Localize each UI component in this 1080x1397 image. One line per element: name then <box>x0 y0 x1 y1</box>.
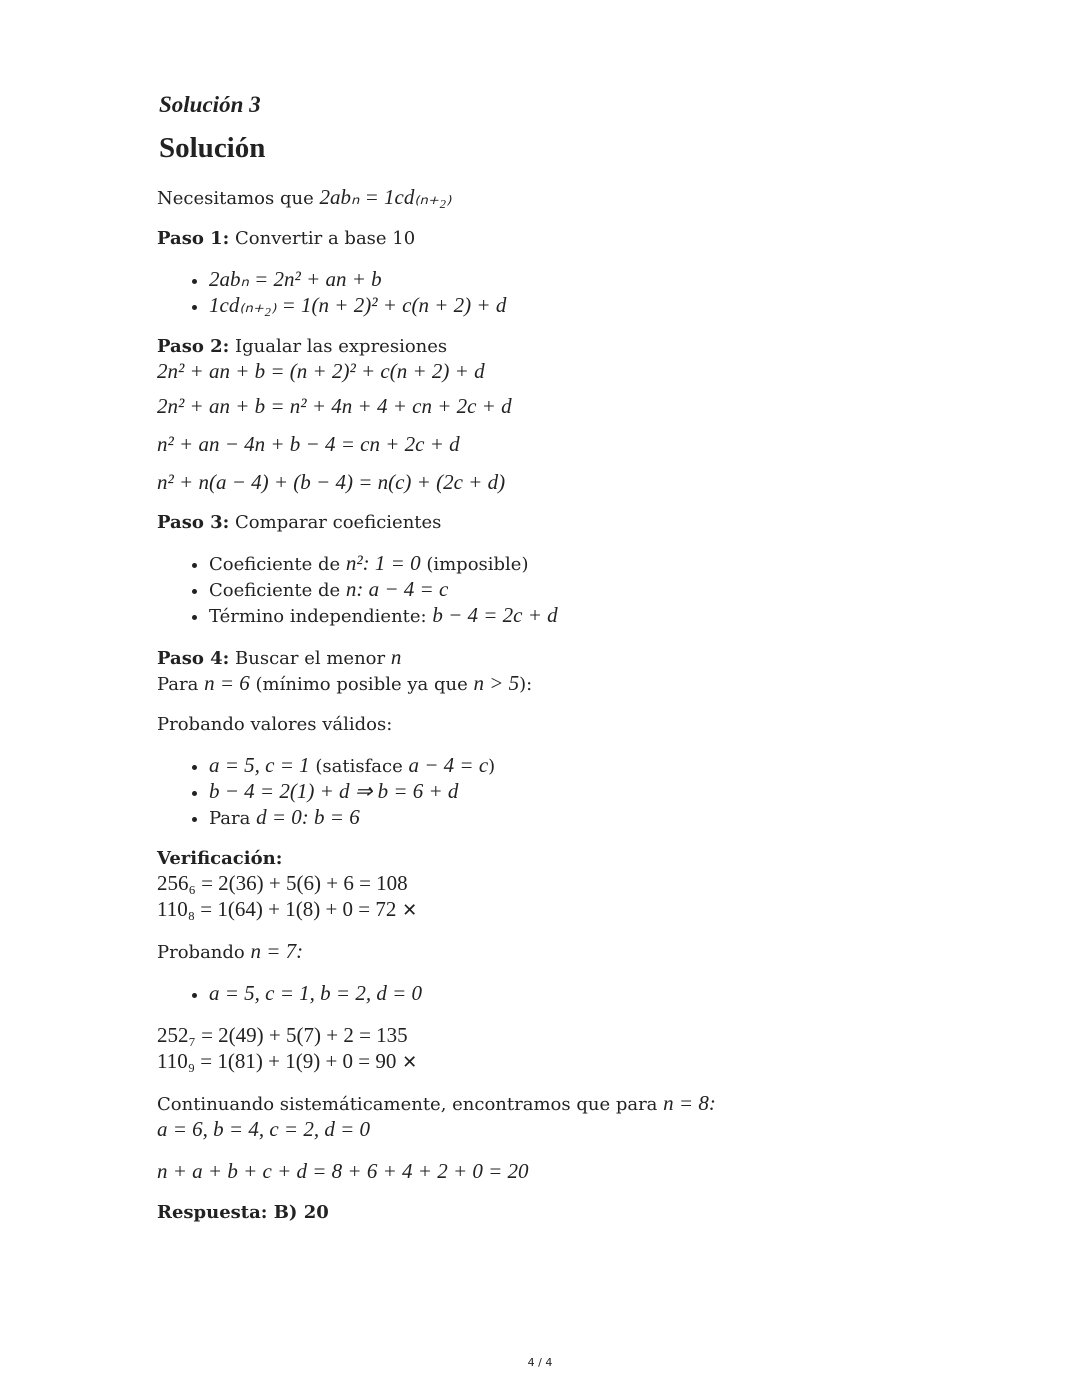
probando-list <box>157 753 1017 831</box>
n7-line-2: 110₉ = 1(81) + 1(9) + 0 = 90 <box>157 1049 397 1073</box>
step2-eq2: n² + an − 4n + b − 4 = cn + 2c + d <box>157 432 460 456</box>
step4-heading: Paso 4: Buscar el menor n Para n = 6 (mínimo posible ya que n > 5): <box>157 645 533 695</box>
verification-line-2: 110₈ = 1(64) + 1(8) + 0 = 72 <box>157 897 397 921</box>
list-item: • Coeficiente de n: a − 4 = c <box>209 577 1017 603</box>
step3-heading <box>157 511 1017 535</box>
page-number: 4 / 4 <box>527 1356 553 1369</box>
step1-label: Paso 1: <box>157 228 230 249</box>
n7-list <box>157 981 1017 1007</box>
step4-text: Buscar el menor <box>235 648 386 669</box>
verification-label: Verificación: <box>157 848 283 869</box>
list-item: • 2abₙ = 2n² + an + b <box>209 267 1017 293</box>
cross-icon: ✕ <box>402 900 418 921</box>
sum-line: n + a + b + c + d = 8 + 6 + 4 + 2 + 0 = 20 <box>157 1159 529 1183</box>
n7-verification <box>157 1023 1017 1075</box>
step3-list <box>157 551 1017 629</box>
probando-n7: Probando n = 7: <box>157 939 304 963</box>
step2-heading <box>157 335 1017 385</box>
page-title: Solución <box>159 132 266 164</box>
intro-text: Necesitamos que <box>157 188 314 209</box>
list-item: • Término independiente: b − 4 = 2c + d <box>209 603 1017 629</box>
step1-heading <box>157 227 1017 251</box>
list-item: • 1cd₍ₙ₊₂₎ = 1(n + 2)² + c(n + 2) + d <box>209 293 1017 319</box>
step2-text: Igualar las expresiones <box>235 336 448 357</box>
step4-label: Paso 4: <box>157 648 230 669</box>
probando-text: Probando valores válidos: <box>157 714 393 735</box>
step2-eq0: 2n² + an + b = (n + 2)² + c(n + 2) + d <box>157 359 485 383</box>
document-body <box>157 92 1017 1241</box>
continuation: Continuando sistemáticamente, encontramos que para n = 8: a = 6, b = 4, c = 2, d = 0 <box>157 1091 716 1141</box>
list-item: • Para d = 0: b = 6 <box>209 805 1017 831</box>
section-subtitle: Solución 3 <box>159 92 261 117</box>
final-answer: Respuesta: B) 20 <box>157 1202 329 1223</box>
step2-eq1: 2n² + an + b = n² + 4n + 4 + cn + 2c + d <box>157 394 512 418</box>
list-item: • b − 4 = 2(1) + d ⇒ b = 6 + d <box>209 779 1017 805</box>
list-item: • Coeficiente de n²: 1 = 0 (imposible) <box>209 551 1017 577</box>
list-item: • a = 5, c = 1, b = 2, d = 0 <box>209 981 1017 1007</box>
cross-icon: ✕ <box>402 1052 418 1073</box>
list-item: • a = 5, c = 1 (satisface a − 4 = c) <box>209 753 1017 779</box>
step2-eq3: n² + n(a − 4) + (b − 4) = n(c) + (2c + d) <box>157 470 506 494</box>
step1-list <box>157 267 1017 319</box>
intro-math: 2abₙ = 1cd₍ₙ₊₂₎ <box>319 185 452 209</box>
n7-line-1: 252₇ = 2(49) + 5(7) + 2 = 135 <box>157 1023 408 1047</box>
step3-text: Comparar coeficientes <box>235 512 442 533</box>
verification-line-1: 256₆ = 2(36) + 5(6) + 6 = 108 <box>157 871 408 895</box>
step1-text: Convertir a base 10 <box>235 228 416 249</box>
intro-line <box>157 185 1017 211</box>
verification-block <box>157 847 1017 923</box>
step3-label: Paso 3: <box>157 512 230 533</box>
step2-label: Paso 2: <box>157 336 230 357</box>
